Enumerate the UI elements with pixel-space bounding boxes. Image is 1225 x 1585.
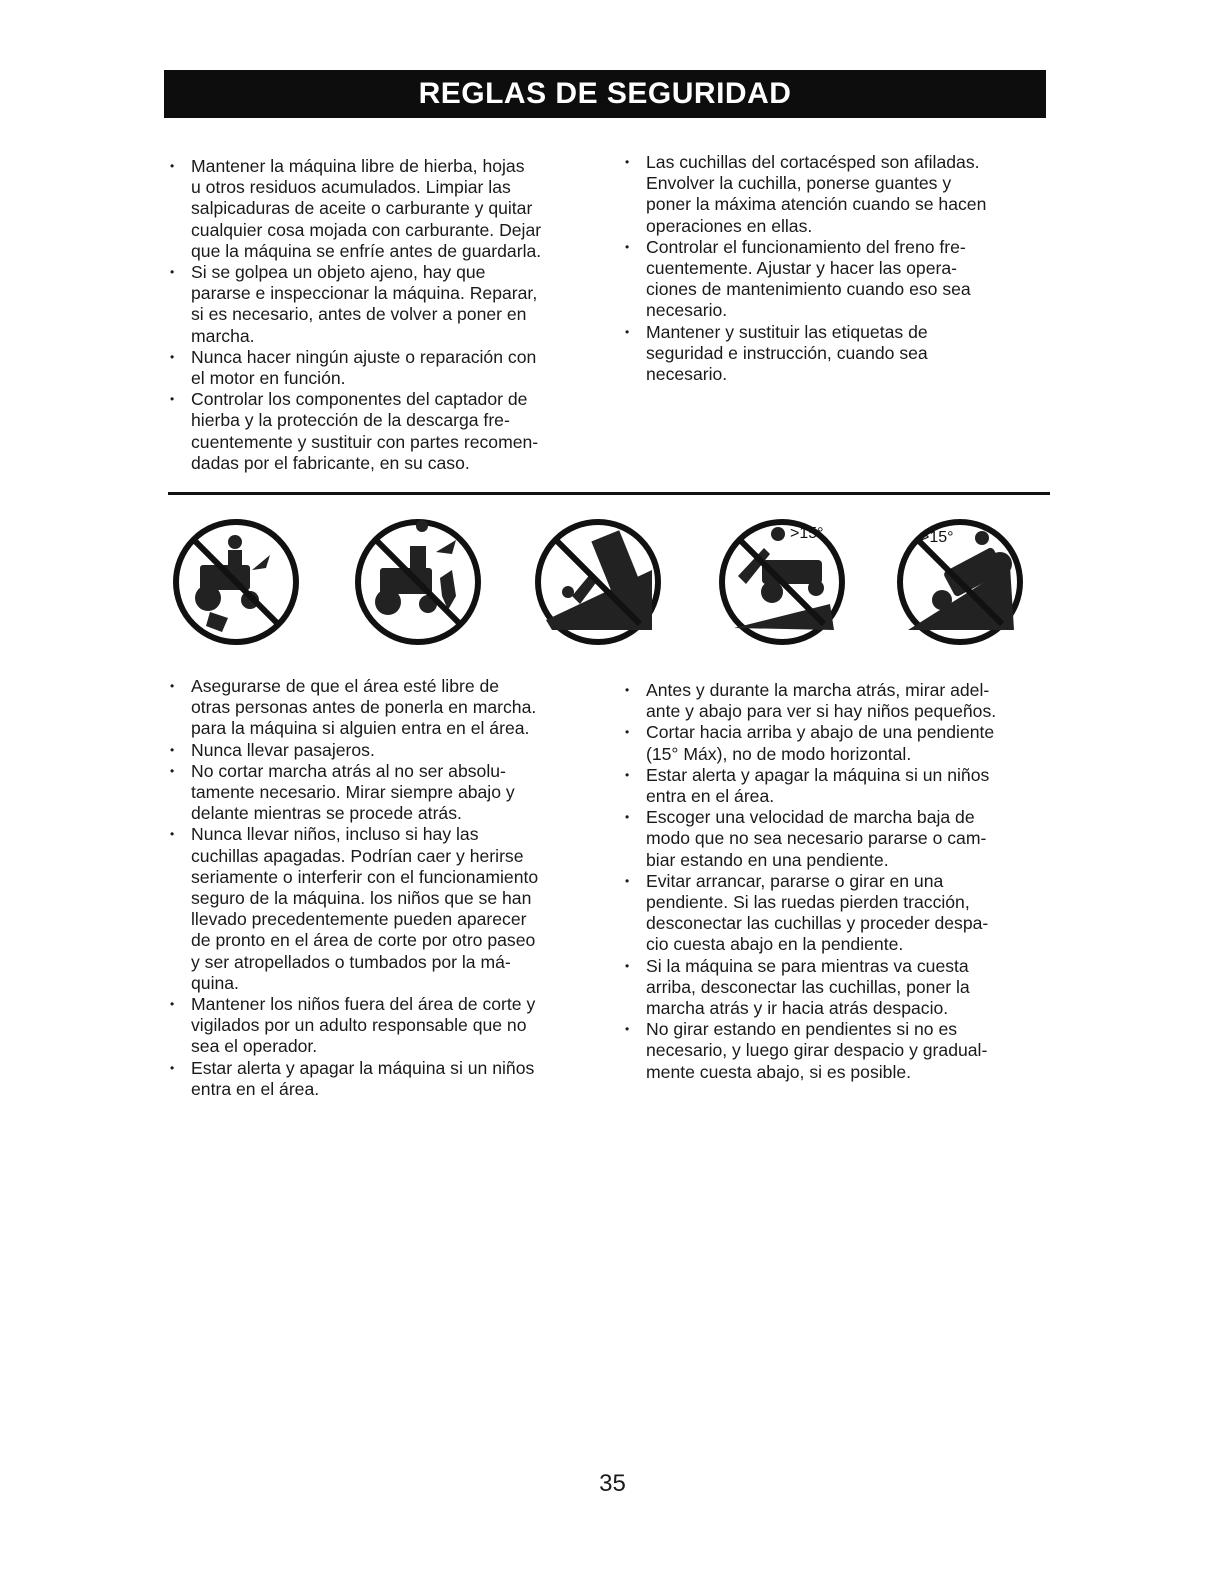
page-title: REGLAS DE SEGURIDAD — [164, 70, 1046, 118]
list-item: • No cortar marcha atrás al no ser absolu- tamente necesario. Mirar siempre abajo y delante mientras se procede atrás. — [165, 761, 605, 825]
list-item: • Estar alerta y apagar la máquina si un niños entra en el área. — [620, 765, 1060, 807]
page-number: 35 — [599, 1470, 626, 1497]
no-children-icon — [352, 500, 484, 650]
list-item: • Estar alerta y apagar la máquina si un niños entra en el área. — [165, 1058, 605, 1100]
list-item: • Evitar arrancar, pararse o girar en una pendiente. Si las ruedas pierden tracción, desconectar las cuchillas y proceder despa- cio cuesta abajo en la pendiente. — [620, 871, 1060, 956]
list-item: • Nunca llevar niños, incluso si hay las cuchillas apagadas. Podrían caer y herirse seriamente o interferir con el funcionamiento seguro de la máquina. los niños que se han llevado precedentemente pueden aparecer de pronto en el área de corte por otro paseo y ser atropellados o tumbados por la má- quina. — [165, 824, 605, 994]
list-item: • Las cuchillas del cortacésped son afiladas. Envolver la cuchilla, ponerse guantes y poner la máxima atención cuando se hacen operaciones en ellas. — [620, 152, 1050, 237]
list-item: • Antes y durante la marcha atrás, mirar adel- ante y abajo para ver si hay niños pequeños. — [620, 680, 1060, 722]
no-uphill-slope-icon — [890, 500, 1030, 650]
slope-angle-label: >15° — [920, 529, 954, 546]
list-item: • Si se golpea un objeto ajeno, hay que pararse e inspeccionar la máquina. Reparar, si es necesario, antes de volver a poner en marcha. — [165, 262, 605, 347]
list-item: • Controlar los componentes del captador de hierba y la protección de la descarga fre- cuentemente y sustituir con partes recomen- dadas por el fabricante, en su caso. — [165, 389, 605, 474]
list-item: • Mantener los niños fuera del área de corte y vigilados por un adulto responsable que no sea el operador. — [165, 994, 605, 1058]
list-item: • Asegurarse de que el área esté libre de otras personas antes de ponerla en marcha. para la máquina si alguien entra en el área. — [165, 676, 605, 740]
list-item: • Escoger una velocidad de marcha baja de modo que no sea necesario pararse o cam- biar estando en una pendiente. — [620, 807, 1060, 871]
list-item: • Mantener y sustituir las etiquetas de seguridad e instrucción, cuando sea necesario. — [620, 322, 1050, 386]
no-passengers-icon — [170, 500, 302, 650]
list-item: • Nunca llevar pasajeros. — [165, 740, 605, 761]
list-item: • No girar estando en pendientes si no es necesario, y luego girar despacio y gradual- mente cuesta abajo, si es posible. — [620, 1019, 1060, 1083]
safety-rules-top-right — [620, 152, 1050, 385]
list-item: • Controlar el funcionamiento del freno fre- cuentemente. Ajustar y hacer las opera- ciones de mantenimiento cuando eso sea necesario. — [620, 237, 1050, 322]
list-item: • Si la máquina se para mientras va cuesta arriba, desconectar las cuchillas, poner la marcha atrás y ir hacia atrás despacio. — [620, 956, 1060, 1020]
section-divider — [168, 492, 1050, 495]
slope-angle-label: >15° — [790, 525, 824, 542]
no-tipover-icon — [532, 500, 664, 650]
no-steep-slope-icon — [712, 500, 852, 650]
safety-rules-bottom-left — [165, 676, 605, 1100]
warning-pictograms — [0, 500, 1225, 670]
list-item: • Cortar hacia arriba y abajo de una pendiente (15° Máx), no de modo horizontal. — [620, 722, 1060, 764]
safety-rules-bottom-right — [620, 680, 1060, 1083]
safety-rules-top-left — [165, 156, 605, 474]
list-item: • Mantener la máquina libre de hierba, hojas u otros residuos acumulados. Limpiar las salpicaduras de aceite o carburante y quitar cualquier cosa mojada con carburante. Dejar que la máquina se enfríe antes de guardarla. — [165, 156, 605, 262]
list-item: • Nunca hacer ningún ajuste o reparación con el motor en función. — [165, 347, 605, 389]
